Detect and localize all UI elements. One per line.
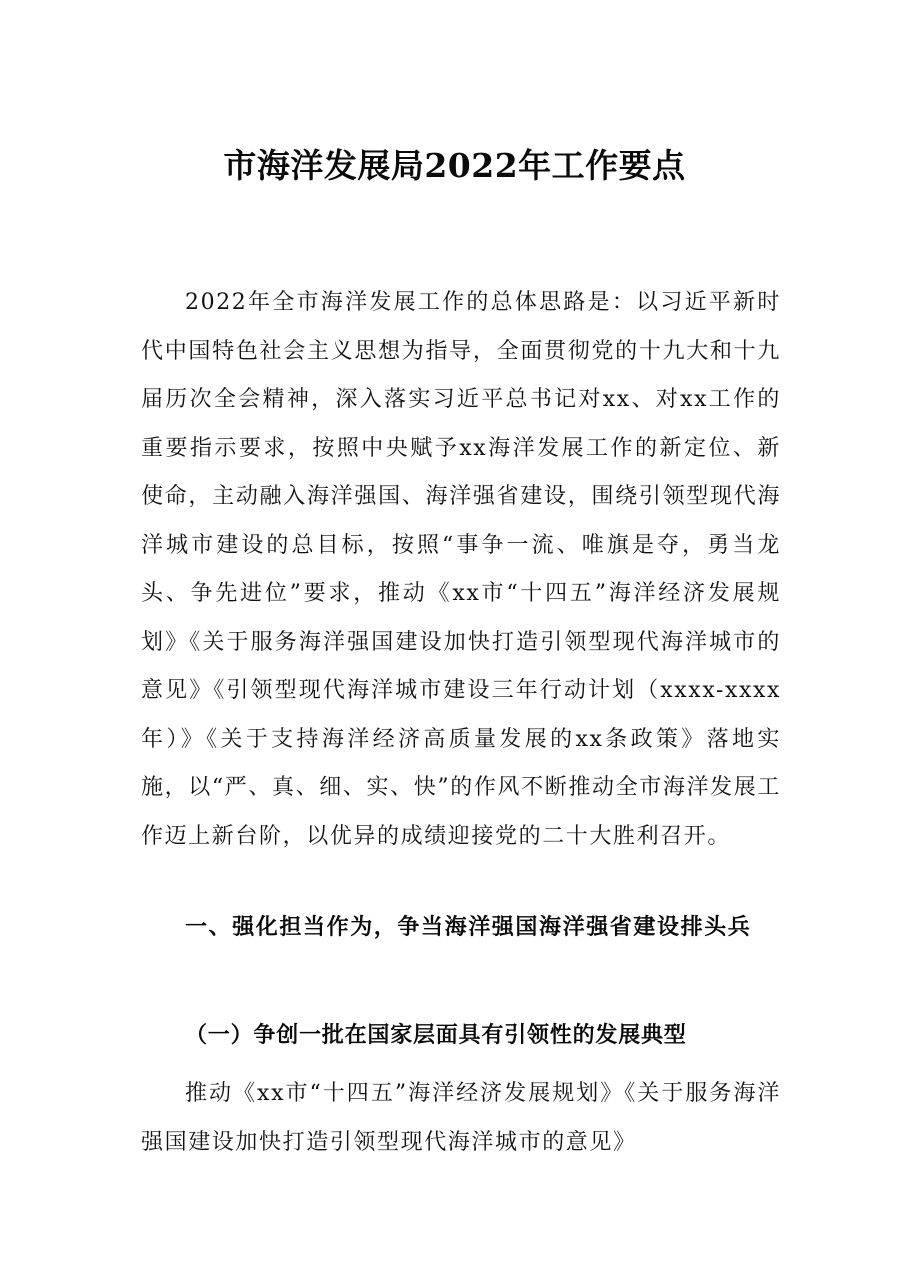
intro-paragraph: 2022年全市海洋发展工作的总体思路是：以习近平新时代中国特色社会主义思想为指导，全面贯彻党的十九大和十九届历次全会精神，深入落实习近平总书记对xx、对xx工作的重要指示要求，按照中央赋予xx海洋发展工作的新定位、新使命，主动融入海洋强国、海洋强省建设，围绕引领型现代海洋城市建设的总目标，按照“事争一流、唯旗是夺，勇当龙头、争先进位”要求，推动《xx市“十四五”海洋经济发展规划》《关于服务海洋强国建设加快打造引领型现代海洋城市的意见》《引领型现代海洋城市建设三年行动计划（xxxx-xxxx年）》《关于支持海洋经济高质量发展的xx条政策》落地实施，以“严、真、细、实、快”的作风不断推动全市海洋发展工作迈上新台阶，以优异的成绩迎接党的二十大胜利召开。 — [141, 290, 781, 849]
body-paragraph-2: 推动《xx市“十四五”海洋经济发展规划》《关于服务海洋强国建设加快打造引领型现代海洋城市的意见》 — [141, 1081, 781, 1155]
section-heading-1: 一、强化担当作为，争当海洋强国海洋强省建设排头兵 — [185, 915, 752, 940]
document-title: 市海洋发展局2022年工作要点 — [223, 146, 686, 185]
subsection-heading-1: （一）争创一批在国家层面具有引领性的发展典型 — [185, 1023, 687, 1048]
